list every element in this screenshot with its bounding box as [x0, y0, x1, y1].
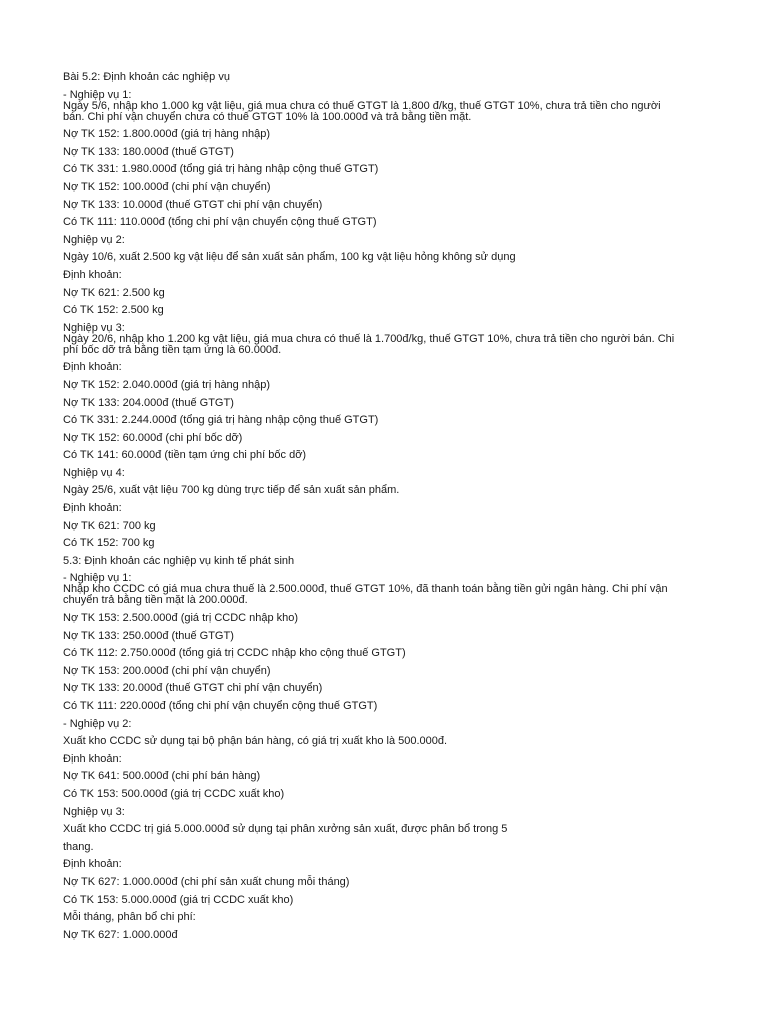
text-line: Nợ TK 133: 10.000đ (thuế GTGT chi phí vận chuyển): [63, 198, 323, 211]
text-line: - Nghiệp vụ 1:: [63, 572, 132, 585]
text-line: Định khoản:: [63, 361, 122, 374]
text-line: Có TK 331: 2.244.000đ (tổng giá trị hàng nhập cộng thuế GTGT): [63, 414, 379, 427]
text-line: Ngày 10/6, xuất 2.500 kg vật liệu để sản xuất sản phẩm, 100 kg vật liệu hỏng không sử dụng: [63, 251, 516, 264]
text-line: Ngày 25/6, xuất vật liệu 700 kg dùng trực tiếp để sản xuất sản phẩm.: [63, 484, 400, 497]
text-line: thang.: [63, 840, 94, 853]
text-line: Bài 5.2: Định khoản các nghiệp vụ: [63, 71, 230, 83]
text-line: Có TK 152: 2.500 kg: [63, 304, 164, 317]
text-line: Xuất kho CCDC trị giá 5.000.000đ sử dụng tại phân xưởng sản xuất, được phân bổ trong 5: [63, 823, 508, 836]
text-line: Nghiệp vụ 4:: [63, 466, 125, 479]
text-line: - Nghiệp vụ 1:: [63, 88, 132, 101]
text-line: Có TK 111: 220.000đ (tổng chi phí vận chuyển cộng thuế GTGT): [63, 700, 378, 712]
text-line: Mỗi tháng, phân bổ chi phí:: [63, 911, 196, 924]
text-line: Có TK 153: 500.000đ (giá trị CCDC xuất kho): [63, 787, 285, 800]
text-line: Định khoản:: [63, 268, 122, 281]
text-line: Định khoản:: [63, 752, 122, 765]
text-line: Nợ TK 133: 250.000đ (thuế GTGT): [63, 629, 234, 642]
text-line: Nợ TK 627: 1.000.000đ: [63, 928, 178, 941]
text-line: Nợ TK 153: 200.000đ (chi phí vận chuyển): [63, 664, 271, 677]
text-line: Có TK 331: 1.980.000đ (tổng giá trị hàng nhập cộng thuế GTGT): [63, 163, 379, 176]
text-line: Nợ TK 641: 500.000đ (chi phí bán hàng): [63, 770, 261, 783]
text-paragraph: Ngày 20/6, nhập kho 1.200 kg vật liệu, giá mua chưa có thuế là 1.700đ/kg, thuế GTGT 10%, chưa trả tiền cho người bán. Chi phí bốc dỡ trả bằng tiền tạm ứng là 60.000đ.: [63, 332, 675, 356]
text-line: Có TK 112: 2.750.000đ (tổng giá trị CCDC nhập kho cộng thuế GTGT): [63, 647, 406, 660]
text-line: Nghiệp vụ 3:: [63, 805, 125, 818]
text-line: Nợ TK 627: 1.000.000đ (chi phí sản xuất chung mỗi tháng): [63, 875, 350, 888]
text-line: Có TK 153: 5.000.000đ (giá trị CCDC xuất kho): [63, 893, 294, 906]
text-line: - Nghiệp vụ 2:: [63, 717, 132, 730]
text-line: Nợ TK 153: 2.500.000đ (giá trị CCDC nhập kho): [63, 612, 299, 625]
text-line: Nghiệp vụ 3:: [63, 321, 125, 334]
text-paragraph: Nhập kho CCDC có giá mua chưa thuế là 2.500.000đ, thuế GTGT 10%, đã thanh toán bằng tiền gửi ngân hàng. Chi phí vận chuyển trả bằng tiền mặt là 200.000đ.: [63, 583, 668, 607]
text-line: Có TK 141: 60.000đ (tiền tạm ứng chi phí bốc dỡ): [63, 449, 307, 462]
text-line: Nợ TK 133: 204.000đ (thuế GTGT): [63, 396, 234, 409]
text-line: Nợ TK 152: 100.000đ (chi phí vận chuyển): [63, 180, 271, 193]
text-line: Định khoản:: [63, 502, 122, 515]
text-line: Định khoản:: [63, 858, 122, 871]
text-line: Xuất kho CCDC sử dụng tại bộ phận bán hàng, có giá trị xuất kho là 500.000đ.: [63, 735, 448, 748]
text-line: Có TK 111: 110.000đ (tổng chi phí vận chuyển cộng thuế GTGT): [63, 216, 377, 229]
text-line: Nợ TK 133: 20.000đ (thuế GTGT chi phí vận chuyển): [63, 682, 323, 695]
text-line: Có TK 152: 700 kg: [63, 537, 155, 550]
text-line: Nợ TK 621: 2.500 kg: [63, 286, 165, 299]
text-line: Nợ TK 152: 2.040.000đ (giá trị hàng nhập): [63, 378, 270, 391]
text-paragraph: Ngày 5/6, nhập kho 1.000 kg vật liệu, giá mua chưa có thuế GTGT là 1.800 đ/kg, thuế GTGT 10%, chưa trả tiền cho người bán. Chi phí vận chuyển chưa có thuế GTGT 10% là 100.000đ và trả bằng tiền mặt.: [63, 99, 661, 123]
document-body: [63, 72, 703, 947]
text-line: Nợ TK 133: 180.000đ (thuế GTGT): [63, 145, 234, 158]
text-line: Nợ TK 152: 60.000đ (chi phí bốc dỡ): [63, 431, 243, 444]
text-line: Nợ TK 152: 1.800.000đ (giá trị hàng nhập): [63, 128, 270, 141]
text-line: 5.3: Định khoản các nghiệp vụ kinh tế phát sinh: [63, 554, 295, 567]
text-line: Nghiệp vụ 2:: [63, 233, 125, 246]
text-line: Nợ TK 621: 700 kg: [63, 519, 156, 532]
